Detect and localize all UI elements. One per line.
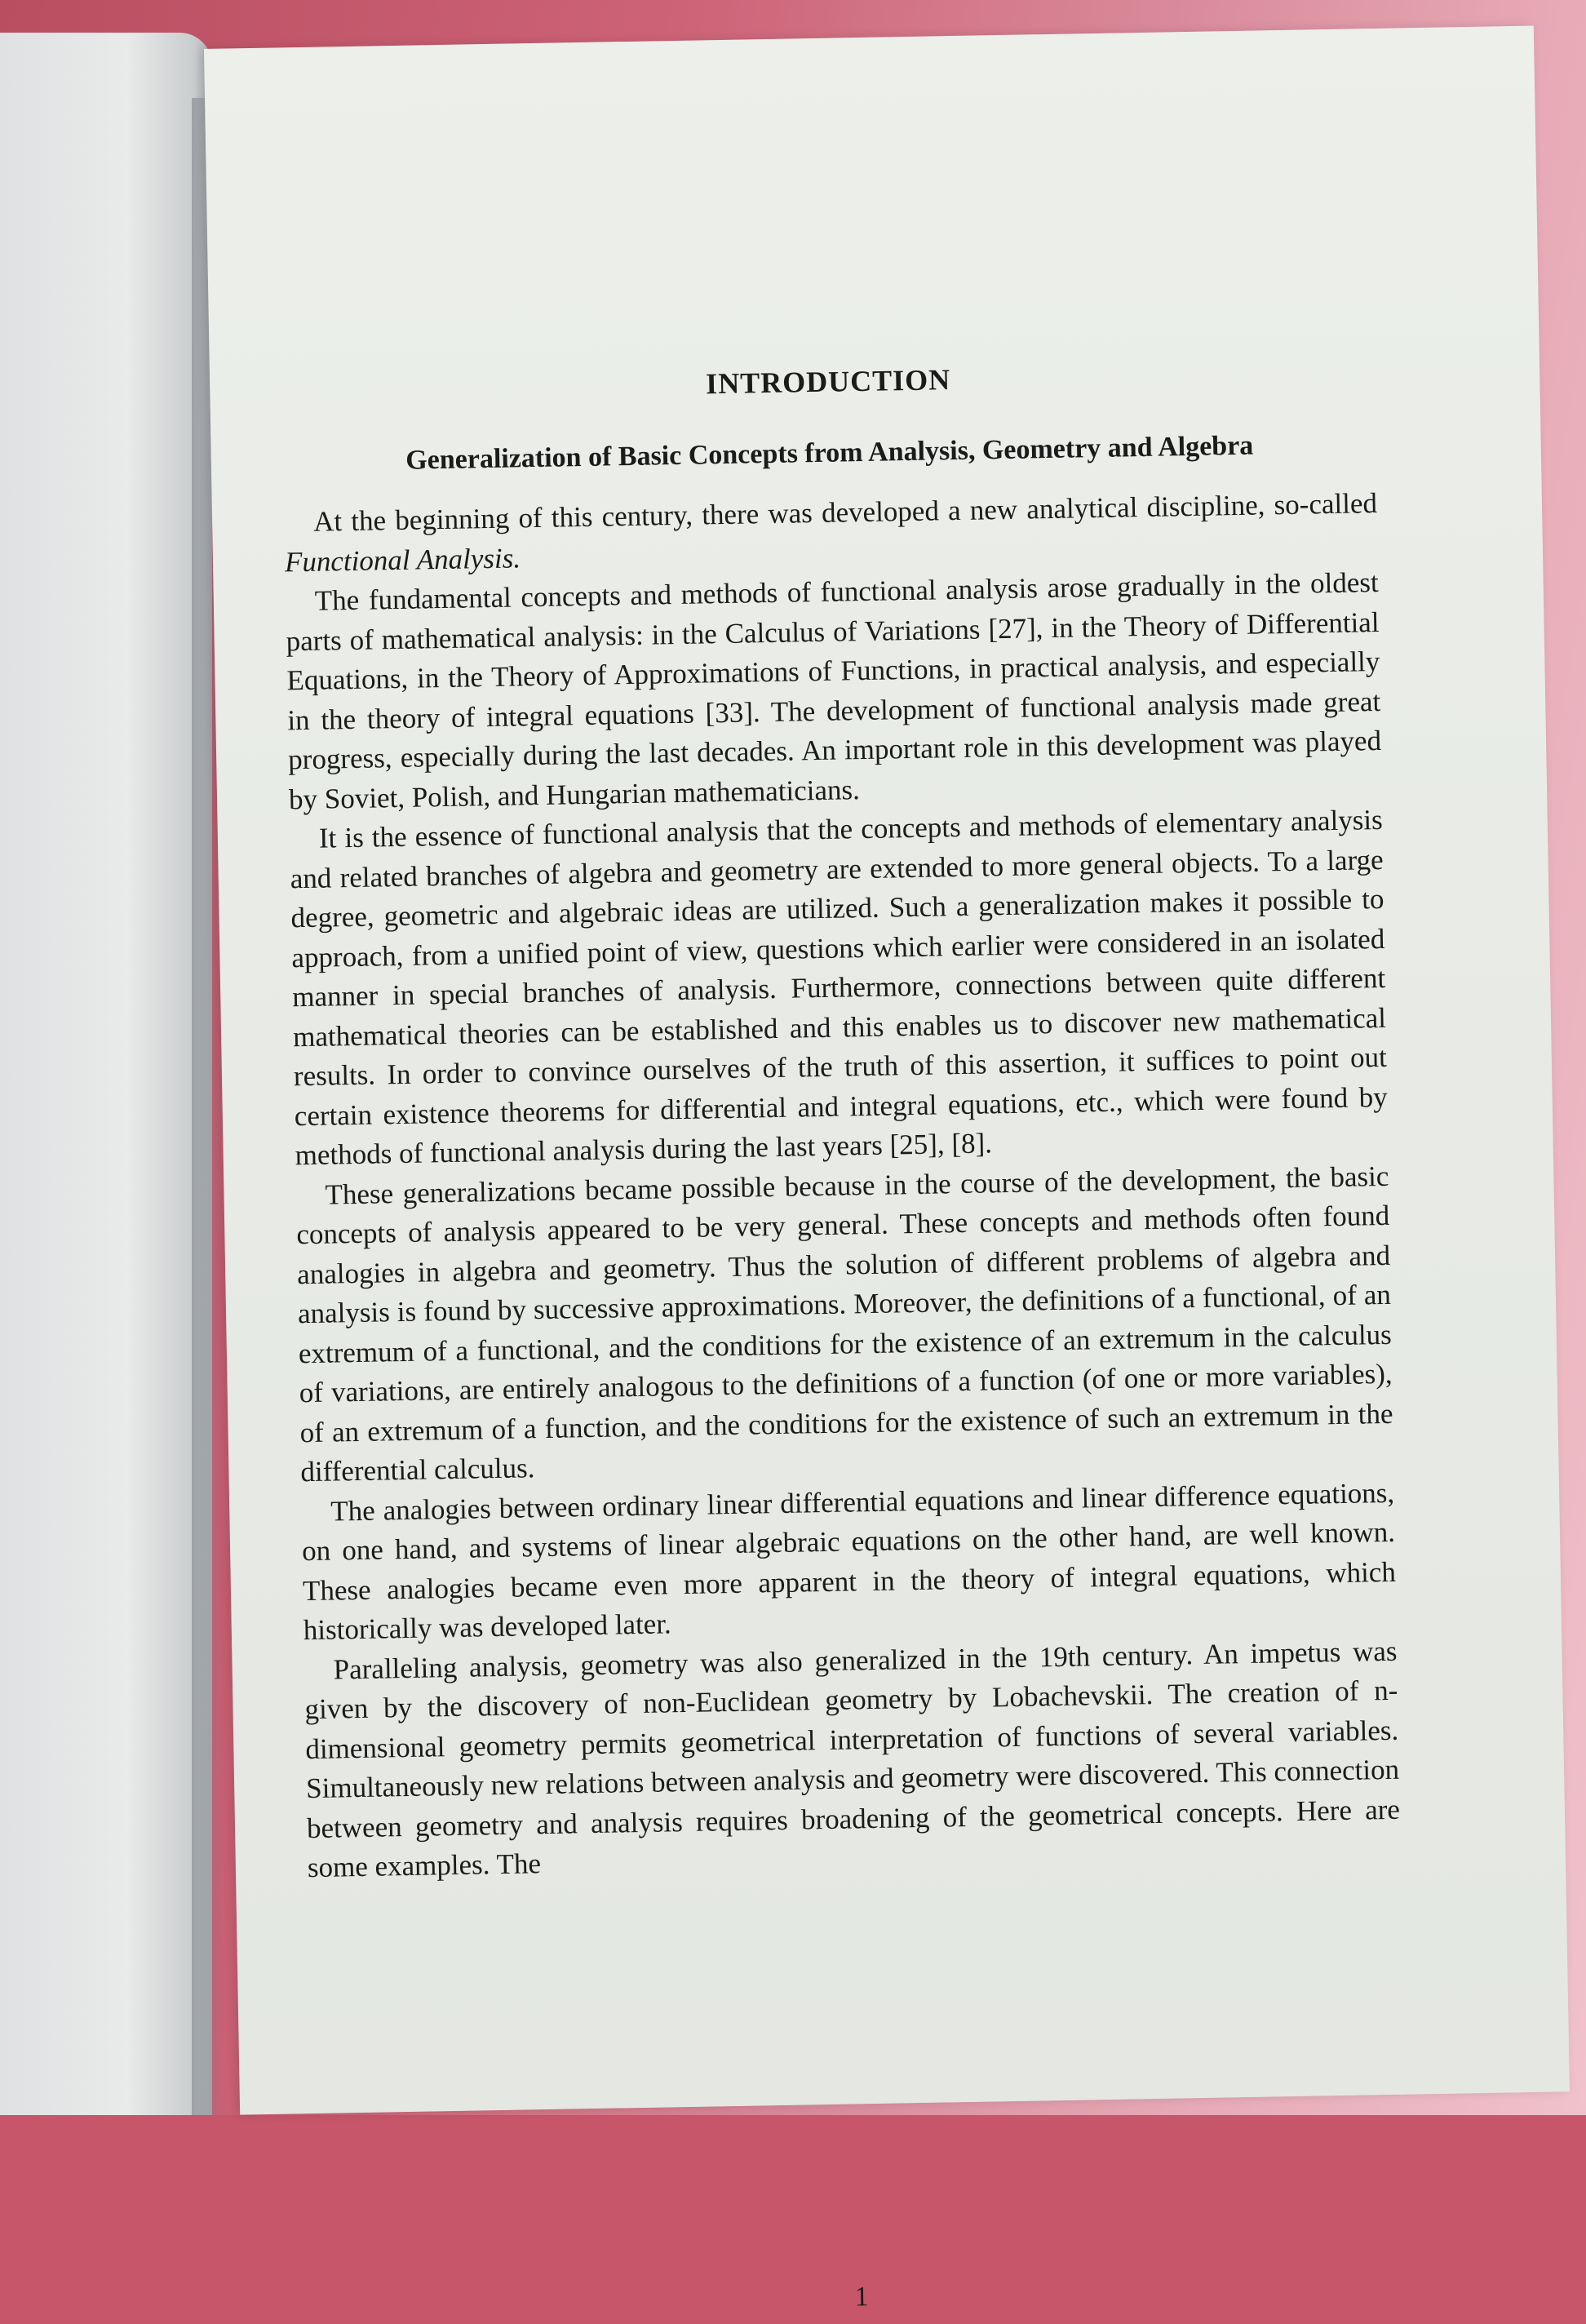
paragraph-1-text: At the beginning of this century, there was developed a new analytical discipline, so-called bbox=[312, 486, 1378, 538]
paragraph-5: The analogies between ordinary linear differential equations and linear difference equations, on one hand, and systems of linear algebraic equations on the other hand, are well known. These analogies became even more apparent in the theory of integral equations, which historically was developed later. bbox=[301, 1476, 1397, 1647]
page-number: 1 bbox=[854, 2282, 870, 2313]
left-page-edge bbox=[0, 33, 212, 2115]
paragraph-6: Paralleling analysis, geometry was also generalized in the 19th century. An impetus was given by the discovery of non-Euclidean geometry by Lobachevskii. The creation of n-dimensional geometry permits geometrical interpretation of functions of several variables. Simultaneously new relations between analysis and geometry were discovered. This connection between geometry and analysis requires broadening of the geometrical concepts. Here are some examples. The bbox=[304, 1634, 1401, 1884]
paragraph-2: The fundamental concepts and methods of functional analysis arose gradually in the oldest parts of mathematical analysis: in the Calculus of Variations [27], in the Theory of Differential Equations, in the Theory of Approximations of Functions, in practical analysis, and especially in the theory of integral equations [33]. The development of functional analysis made great progress, especially during the last decades. An important role in this development was played by Soviet, Polish, and Hungarian mathematicians. bbox=[286, 565, 1382, 815]
section-subheading: Generalization of Basic Concepts from Analysis, Geometry and Algebra bbox=[405, 430, 1254, 476]
page-text-block bbox=[281, 355, 1401, 2313]
paragraph-4: These generalizations became possible because in the course of the development, the basic concepts of analysis appeared to be very general. These concepts and methods often found analogies in algebra and geometry. Thus the solution of different problems of algebra and analysis is found by successive approximations. Moreover, the definitions of a functional, of an extremum of a functional, and the conditions for the existence of an extremum in the calculus of variations, are entirely analogous to the definitions of a function (of one or more variables), of an extremum of a function, and the conditions for the existence of such an extremum in the differential calculus. bbox=[296, 1160, 1393, 1488]
paragraph-3: It is the essence of functional analysis that the concepts and methods of elementary analysis and related branches of algebra and geometry are extended to more general objects. To a large degree, geometric and algebraic ideas are utilized. Such a generalization makes it possible to approach, from a unified point of view, questions which earlier were considered in an isolated manner in special branches of analysis. Furthermore, connections between quite different mathematical theories can be established and this enables us to discover new mathematical results. In order to convince ourselves of the truth of this assertion, it suffices to point out certain existence theorems for differential and integral equations, etc., which were found by methods of functional analysis during the last years [25], [8]. bbox=[290, 803, 1388, 1172]
paragraph-1-italic-term: Functional Analysis. bbox=[284, 541, 521, 578]
book-page bbox=[204, 26, 1570, 2313]
chapter-heading: INTRODUCTION bbox=[705, 363, 951, 401]
